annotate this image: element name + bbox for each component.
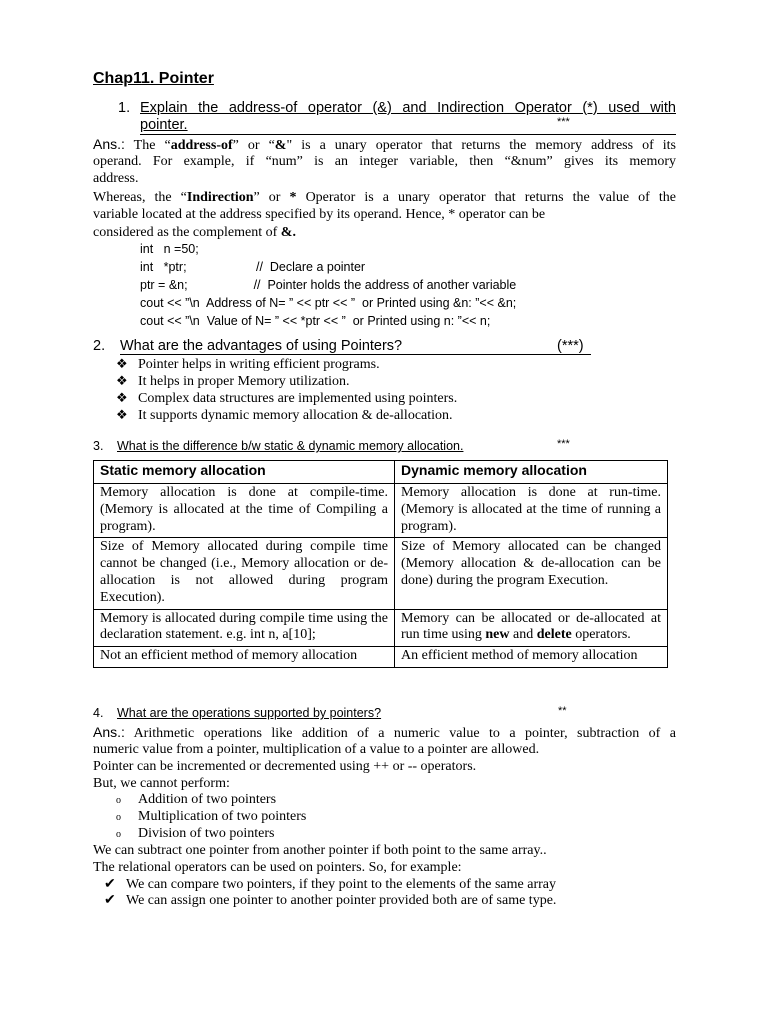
- table-cell-dynamic: Size of Memory allocated can be changed (Memory allocation & de-allocation can be done) during the program Execution.: [395, 538, 668, 609]
- q2-bullet-2-text: It helps in proper Memory utilization.: [138, 374, 350, 389]
- table-cell-static: Not an efficient method of memory allocation: [94, 647, 395, 668]
- q1-whereas-line1: [93, 189, 676, 206]
- q1-ans-text-a: The “: [124, 138, 171, 153]
- q1-whereas-text-e: Operator is a unary operator that returns the value of the: [296, 190, 676, 205]
- table-cell-dynamic: An efficient method of memory allocation: [395, 647, 668, 668]
- code-line-4: cout << ”\n Address of N= ” << ptr << ” or Printed using &n: ”<< &n;: [140, 296, 517, 310]
- q4-cannot-3: [116, 825, 275, 843]
- table-cell-static: Memory is allocated during compile time using the declaration statement. e.g. int n, a[10];: [94, 609, 395, 647]
- circle-bullet-icon: o: [116, 812, 121, 823]
- diamond-bullet-icon: ❖: [116, 373, 128, 388]
- q1-number: 1.: [118, 100, 131, 116]
- table-row: [94, 647, 668, 668]
- q4-check-2-text: We can assign one pointer to another pointer provided both are of same type.: [126, 893, 557, 908]
- q4-number: 4.: [93, 706, 104, 720]
- memory-allocation-table: [93, 460, 668, 668]
- q1-question-line2: pointer.: [140, 117, 188, 133]
- checkmark-icon: ✔: [104, 877, 116, 892]
- q1-whereas-line3-text: considered as the complement of: [93, 225, 281, 240]
- q4-cannot-3-text: Division of two pointers: [138, 826, 275, 841]
- q3-question: What is the difference b/w static & dynamic memory allocation.: [117, 439, 464, 453]
- q1-whereas-line2: variable located at the address specified by its operand. Hence, * operator can be: [93, 207, 546, 222]
- q2-number: 2.: [93, 338, 106, 354]
- q1-question-line1: Explain the address-of operator (&) and Indirection Operator (*) used with: [140, 100, 676, 116]
- q1-ans-text-c: ” or “: [232, 138, 275, 153]
- diamond-bullet-icon: ❖: [116, 407, 128, 422]
- q4-cannot-1: [116, 791, 276, 809]
- q4-check-2: [104, 892, 556, 909]
- q1-answer-line3: address.: [93, 171, 139, 186]
- q2-bullet-4: [116, 406, 453, 424]
- q1-ans-label: Ans.:: [93, 136, 125, 152]
- q2-bullet-1: [116, 355, 380, 373]
- table-header-dynamic: Dynamic memory allocation: [395, 461, 668, 484]
- table-row: [94, 484, 668, 538]
- table-row: [94, 538, 668, 609]
- row3-right-delete: delete: [536, 627, 572, 643]
- q4-line6: The relational operators can be used on pointers. So, for example:: [93, 860, 462, 875]
- q3-number: 3.: [93, 439, 104, 453]
- q1-whereas-indirection: Indirection: [186, 190, 254, 205]
- row3-right-text-a: Memory can be allocated or de-allocated at run time using: [401, 610, 661, 643]
- diamond-bullet-icon: ❖: [116, 356, 128, 371]
- q2-bullet-2: [116, 372, 350, 390]
- q4-line5: We can subtract one pointer from another pointer if both point to the same array..: [93, 843, 547, 858]
- q4-line4: But, we cannot perform:: [93, 776, 230, 791]
- table-header-row: [94, 461, 668, 484]
- q1-whereas-star: *: [289, 190, 297, 205]
- table-cell-dynamic: Memory allocation is done at run-time. (Memory is allocated at the time of running a program).: [395, 484, 668, 538]
- table-cell-static: Size of Memory allocated during compile time cannot be changed (i.e., Memory allocation or de-allocation is not allowed during program Execution).: [94, 538, 395, 609]
- q1-underline-rule: [140, 117, 676, 135]
- q1-whereas-line3-amp: &.: [280, 225, 296, 240]
- q1-answer-line2: operand. For example, if “num” is an integer variable, then “&num” gives its memory: [93, 154, 676, 169]
- q1-whereas-text-a: Whereas, the “: [93, 190, 187, 205]
- q4-ans-label: Ans.:: [93, 724, 125, 740]
- chapter-title: Chap11. Pointer: [93, 70, 214, 87]
- q1-ans-ampersand: &: [274, 138, 287, 153]
- table-cell-static: Memory allocation is done at compile-time. (Memory is allocated at the time of Compiling a program).: [94, 484, 395, 538]
- code-line-5: cout << ”\n Value of N= ” << *ptr << ” or Printed using n: ”<< n;: [140, 314, 491, 328]
- q1-ans-address-of: address-of: [170, 138, 233, 153]
- q4-answer-line2: numeric value from a pointer, multiplication of a value to a pointer are allowed.: [93, 742, 540, 757]
- row3-right-text-b: operators.: [571, 627, 631, 643]
- table-header-static: Static memory allocation: [94, 461, 395, 484]
- q1-answer-line1: [93, 136, 676, 154]
- q2-bullet-3-text: Complex data structures are implemented using pointers.: [138, 391, 458, 406]
- q2-stars: (***): [557, 338, 584, 354]
- q4-question: What are the operations supported by pointers?: [117, 706, 382, 720]
- code-line-2: int *ptr; // Declare a pointer: [140, 260, 366, 274]
- q4-cannot-1-text: Addition of two pointers: [138, 792, 277, 807]
- q4-cannot-2-text: Multiplication of two pointers: [138, 809, 307, 824]
- q2-bullet-4-text: It supports dynamic memory allocation & de-allocation.: [138, 408, 453, 423]
- q4-answer-line1: [93, 724, 676, 742]
- q4-check-1: [104, 876, 556, 893]
- q4-cannot-2: [116, 808, 306, 826]
- q1-whereas-text-c: ” or: [253, 190, 290, 205]
- circle-bullet-icon: o: [116, 829, 121, 840]
- code-line-3: ptr = &n; // Pointer holds the address of another variable: [140, 278, 517, 292]
- q1-whereas-line3: [93, 224, 296, 241]
- circle-bullet-icon: o: [116, 795, 121, 806]
- row3-right-new: new: [485, 627, 510, 643]
- checkmark-icon: ✔: [104, 893, 116, 908]
- row3-right-and: and: [509, 627, 537, 643]
- q3-stars: ***: [557, 438, 570, 450]
- q2-bullet-1-text: Pointer helps in writing efficient programs.: [138, 357, 380, 372]
- table-row: [94, 609, 668, 647]
- q4-check-1-text: We can compare two pointers, if they point to the elements of the same array: [126, 877, 557, 892]
- q4-stars: **: [558, 705, 567, 717]
- q2-question: What are the advantages of using Pointers?: [120, 338, 403, 354]
- q4-line3: Pointer can be incremented or decremented using ++ or -- operators.: [93, 759, 477, 774]
- q4-ans-text: Arithmetic operations like addition of a numeric value to a pointer, subtraction of a: [124, 726, 676, 741]
- q2-bullet-3: [116, 389, 457, 407]
- q1-stars: ***: [557, 116, 570, 128]
- table-cell-dynamic: [395, 609, 668, 647]
- q1-ans-text-e: " is a unary operator that returns the memory address of its: [286, 138, 676, 153]
- diamond-bullet-icon: ❖: [116, 390, 128, 405]
- code-line-1: int n =50;: [140, 242, 199, 256]
